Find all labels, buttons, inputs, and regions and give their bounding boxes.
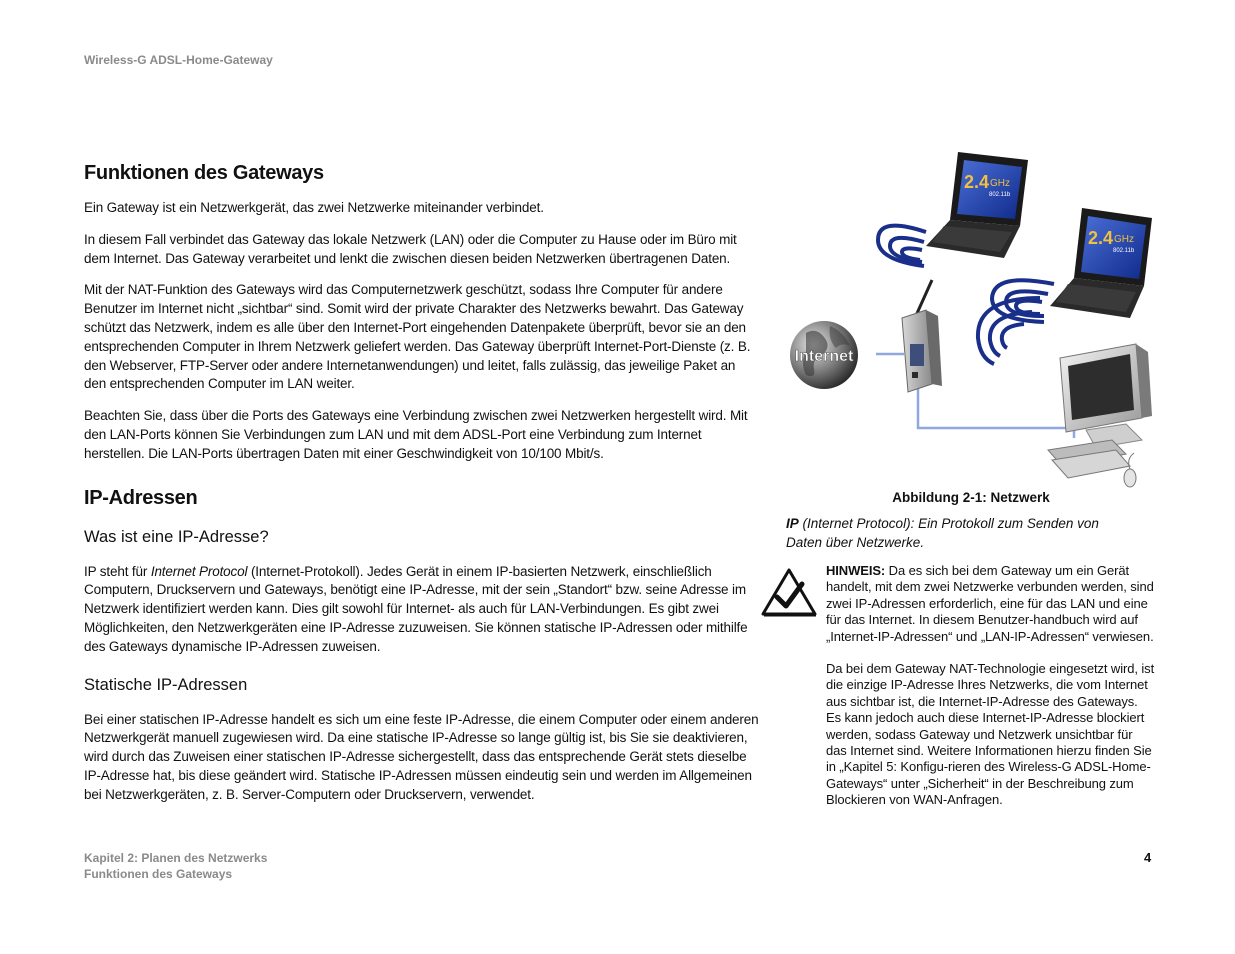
note-paragraph: HINWEIS: Da es sich bei dem Gateway um ein Gerät handelt, mit dem zwei Netzwerke verbunden werden, sind zwei IP-Adressen erforderlich, eine für das LAN und eine für das Internet. In diesem Benutzer-handbuch wird auf „Internet-IP-Adressen“ und „LAN-IP-Adressen“ verwiesen. <box>826 563 1154 644</box>
paragraph: In diesem Fall verbindet das Gateway das lokale Netzwerk (LAN) oder die Computer zu Hause oder im Büro mit dem Internet. Das Gateway verarbeitet und lenkt die zwischen diesen beiden Netzwerken übertragenen Daten. <box>84 231 737 266</box>
paragraph: Ein Gateway ist ein Netzwerkgerät, das zwei Netzwerke miteinander verbindet. <box>84 200 544 215</box>
wireless-signal-icon <box>992 280 1054 322</box>
svg-text:2.4: 2.4 <box>964 172 990 192</box>
footer <box>84 850 267 882</box>
desktop-computer-icon <box>1048 344 1152 487</box>
svg-text:802.11b: 802.11b <box>1113 248 1135 254</box>
section-title-ip-addresses: IP-Adressen <box>84 486 198 509</box>
footer-section: Funktionen des Gateways <box>84 867 233 881</box>
subsection-title-static-ip: Statische IP-Adressen <box>84 675 248 694</box>
internet-globe-icon <box>790 321 858 389</box>
wireless-signal-icon <box>878 226 926 266</box>
running-header: Wireless-G ADSL-Home-Gateway <box>84 53 273 67</box>
svg-text:GHz: GHz <box>1114 234 1134 245</box>
network-illustration <box>786 148 1156 493</box>
gateway-router-icon <box>902 280 942 392</box>
section-title-gateway-functions: Funktionen des Gateways <box>84 162 324 184</box>
main-column <box>84 162 760 818</box>
subsection-title-what-is-ip: Was ist eine IP-Adresse? <box>84 527 269 546</box>
paragraph-ip-definition: IP steht für Internet Protocol (Internet-Protokoll). Jedes Gerät in einem IP-basierten Netzwerk, einschließlich Computern, Druckservern und Gateways, benötigt eine IP-Adresse, mit der sein „Standort“ bzw. seine Adresse im Netzwerk identifiziert werden kann. Dies gilt sowohl für Internet- als auch für LAN-Verbindungen. Es gibt zwei Möglichkeiten, den Netzwerkgeräten eine IP-Adresse zuzuweisen. Sie können statische IP-Adressen oder mithilfe des Gateways dynamische IP-Adressen zuweisen. <box>84 563 748 654</box>
svg-text:Internet: Internet <box>794 348 854 365</box>
laptop-icon <box>1050 208 1152 318</box>
checkmark-note-icon <box>760 567 818 617</box>
note-box <box>826 563 1156 825</box>
note-paragraph: Da bei dem Gateway NAT-Technologie eingesetzt wird, ist die einzige IP-Adresse Ihres Netzwerks, die vom Internet aus sichtbar ist, die Internet-IP-Adresse des Gateways. Es kann jedoch auch diese Internet-IP-Adresse blockiert werden, sodass Gateway und Netzwerk unsichtbar für das Internet sind. Weitere Informationen hierzu finden Sie in „Kapitel 5: Konfigu-rieren des Wireless-G ADSL-Home-Gateways“ unter „Sicherheit“ in der Beschreibung zum Blockieren von WAN-Anfragen. <box>826 661 1155 808</box>
footer-chapter: Kapitel 2: Planen des Netzwerks <box>84 851 268 865</box>
svg-text:2.4: 2.4 <box>1088 228 1114 248</box>
svg-text:802.11b: 802.11b <box>989 192 1011 198</box>
page-number: 4 <box>1144 850 1152 865</box>
definition-ip: IP (Internet Protocol): Ein Protokoll zum Senden von Daten über Netzwerke. <box>786 516 1099 550</box>
paragraph: Beachten Sie, dass über die Ports des Gateways eine Verbindung zwischen zwei Netzwerken hergestellt wird. Mit den LAN-Ports können Sie Verbindungen zum LAN und mit dem ADSL-Port eine Verbindung zum Internet herstellen. Die LAN-Ports übertragen Daten mit einer Geschwindigkeit von 10/100 Mbit/s. <box>84 408 748 461</box>
svg-text:GHz: GHz <box>990 178 1010 189</box>
paragraph: Mit der NAT-Funktion des Gateways wird das Computernetzwerk geschützt, sodass Ihre Computer für andere Benutzer im Internet nicht „sichtbar“ sind. Somit wird der private Charakter des Netzwerks bewahrt. Das Gateway schützt das Netzwerk, indem es alle über den Internet-Port eingehenden Datenpakete überprüft, bevor sie an den entsprechenden Computer in Ihrem Netzwerk geliefert werden. Das Gateway überprüft Internet-Port-Dienste (z. B. den Webserver, FTP-Server oder andere Internetanwendungen) und leitet, falls zulässig, das jeweilige Paket an den entsprechenden Computer im LAN weiter. <box>84 282 751 392</box>
paragraph-static-ip: Bei einer statischen IP-Adresse handelt es sich um eine feste IP-Adresse, die einem Computer oder einem anderen Netzwerkgerät manuell zugewiesen wird. Da eine statische IP-Adresse so lange gültig ist, bis Sie sie deaktivieren, wird durch das Zuweisen einer statischen IP-Adresse sichergestellt, dass das entsprechende Gerät stets dieselbe IP-Adresse hat, bis diese geändert wird. Statische IP-Adressen müssen eindeutig sein und werden im Allgemeinen bei Netzwerkgeräten, z. B. Server-Computern oder Druckservern, verwendet. <box>84 711 759 802</box>
figure-caption: Abbildung 2-1: Netzwerk <box>892 490 1050 505</box>
laptop-icon <box>926 152 1028 258</box>
